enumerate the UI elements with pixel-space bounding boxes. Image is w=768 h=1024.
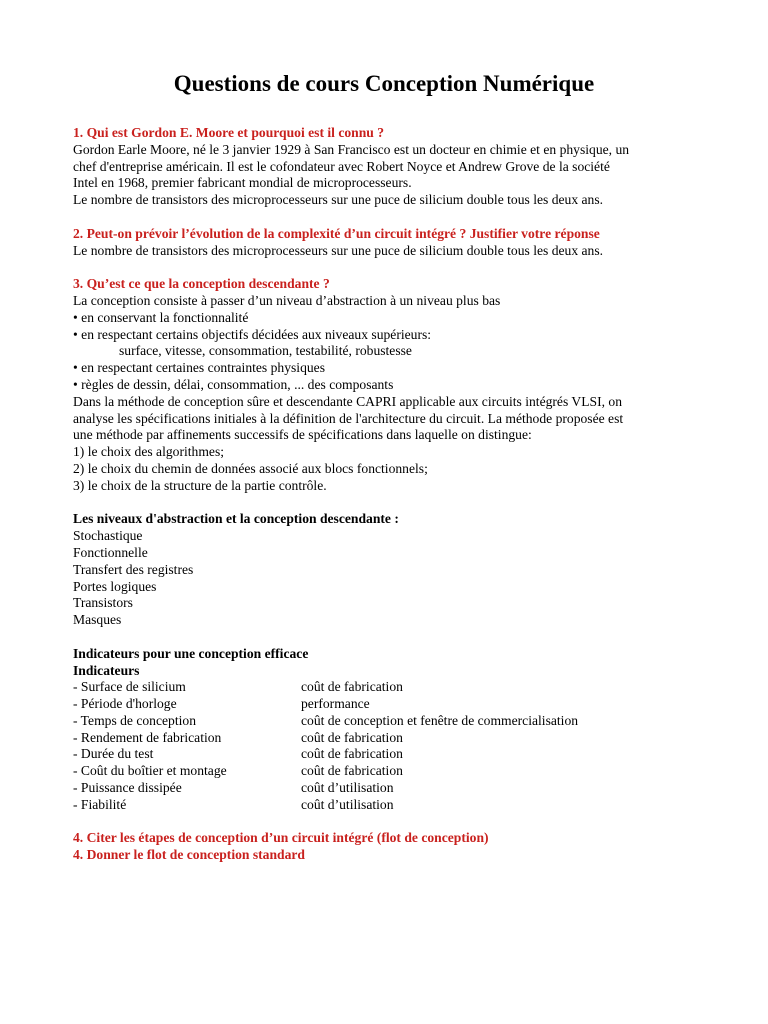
level-item: Transistors <box>73 595 133 611</box>
indicator-row <box>73 713 713 730</box>
indicator-row <box>73 780 713 797</box>
answer-2-line: Le nombre de transistors des microprocesseurs sur une puce de silicium double tous les deux ans. <box>73 242 604 258</box>
indicator-row <box>73 763 713 780</box>
indicator-impact: coût de fabrication <box>301 729 403 745</box>
levels-heading: Les niveaux d'abstraction et la conception descendante : <box>73 511 399 527</box>
indicator-impact: performance <box>301 696 370 712</box>
paragraph-line: 2) le choix du chemin de données associé aux blocs fonctionnels; <box>73 460 428 476</box>
indicator-impact: coût d’utilisation <box>301 796 394 812</box>
indicator-row <box>73 797 713 814</box>
indicator-impact: coût de fabrication <box>301 679 403 695</box>
paragraph-line: 3) le choix de la structure de la partie contrôle. <box>73 477 327 493</box>
indicator-name: - Coût du boîtier et montage <box>73 763 227 779</box>
indicator-row <box>73 696 713 713</box>
indicator-impact: coût de conception et fenêtre de commercialisation <box>301 712 579 728</box>
bullet-item: • en respectant certaines contraintes physiques <box>73 360 325 376</box>
indicator-impact: coût de fabrication <box>301 763 403 779</box>
level-item: Transfert des registres <box>73 561 194 577</box>
indicator-name: - Puissance dissipée <box>73 780 182 796</box>
paragraph-line: une méthode par affinements successifs de spécifications dans laquelle on distingue: <box>73 427 532 443</box>
indented-line: surface, vitesse, consommation, testabilité, robustesse <box>119 343 412 359</box>
bullet-item: • règles de dessin, délai, consommation, ... des composants <box>73 376 394 392</box>
indicators-subheading: Indicateurs <box>73 662 140 678</box>
indicator-name: - Fiabilité <box>73 796 127 812</box>
question-3: 3. Qu’est ce que la conception descendante ? <box>73 276 330 292</box>
bullet-item: • en respectant certains objectifs décidées aux niveaux supérieurs: <box>73 326 432 342</box>
document-body <box>73 125 713 864</box>
level-item: Stochastique <box>73 528 143 544</box>
indicator-name: - Période d'horloge <box>73 696 177 712</box>
indicator-row <box>73 746 713 763</box>
indicator-row <box>73 679 713 696</box>
level-item: Fonctionnelle <box>73 544 148 560</box>
question-1: 1. Qui est Gordon E. Moore et pourquoi est il connu ? <box>73 125 385 140</box>
indicator-name: - Surface de silicium <box>73 679 186 695</box>
level-item: Masques <box>73 612 122 628</box>
answer-1-line: Le nombre de transistors des microprocesseurs sur une puce de silicium double tous les deux ans. <box>73 192 604 208</box>
level-item: Portes logiques <box>73 578 157 594</box>
indicator-impact: coût de fabrication <box>301 746 403 762</box>
paragraph-line: 1) le choix des algorithmes; <box>73 444 225 460</box>
indicators-heading: Indicateurs pour une conception efficace <box>73 645 309 661</box>
bullet-item: • en conservant la fonctionnalité <box>73 309 249 325</box>
paragraph-line: analyse les spécifications initiales à la définition de l'architecture du circuit. La méthode proposée est <box>73 410 624 426</box>
paragraph-line: Dans la méthode de conception sûre et descendante CAPRI applicable aux circuits intégrés VLSI, on <box>73 393 623 409</box>
question-4a: 4. Citer les étapes de conception d’un circuit intégré (flot de conception) <box>73 830 489 846</box>
indicator-name: - Rendement de fabrication <box>73 729 222 745</box>
answer-1-line: Intel en 1968, premier fabricant mondial de microprocesseurs. <box>73 175 412 191</box>
answer-1-line: chef d'entreprise américain. Il est le cofondateur avec Robert Noyce et Andrew Grove de la société <box>73 158 610 174</box>
indicator-row <box>73 730 713 747</box>
indicator-impact: coût d’utilisation <box>301 780 394 796</box>
question-2: 2. Peut-on prévoir l’évolution de la complexité d’un circuit intégré ? Justifier votre réponse <box>73 225 600 241</box>
indicator-name: - Temps de conception <box>73 712 196 728</box>
answer-3-intro: La conception consiste à passer d’un niveau d’abstraction à un niveau plus bas <box>73 292 501 308</box>
indicator-name: - Durée du test <box>73 746 154 762</box>
page-title: Questions de cours Conception Numérique <box>173 71 595 96</box>
answer-1-line: Gordon Earle Moore, né le 3 janvier 1929 à San Francisco est un docteur en chimie et en physique, un <box>73 141 630 157</box>
question-4b: 4. Donner le flot de conception standard <box>73 847 305 863</box>
